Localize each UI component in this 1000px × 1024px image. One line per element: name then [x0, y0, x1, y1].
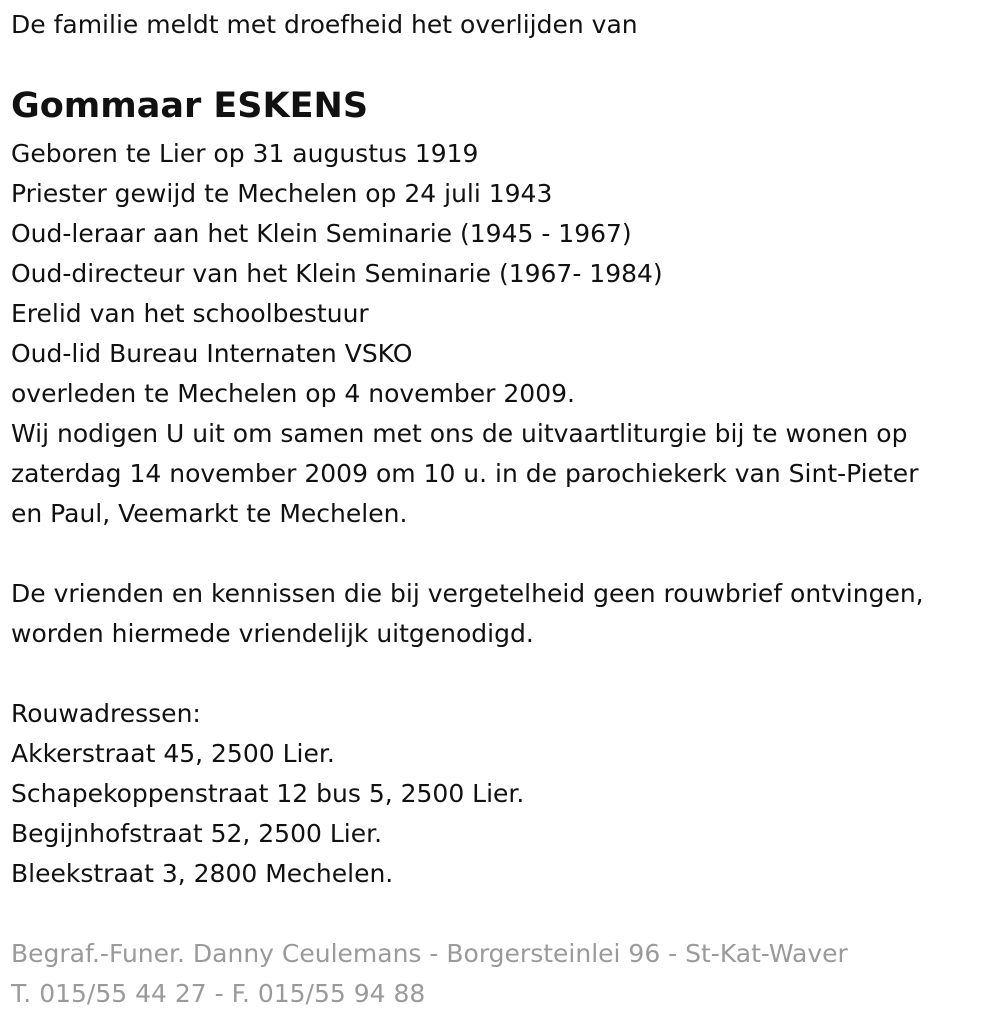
- bio-line-director: Oud-directeur van het Klein Seminarie (1967- 1984): [11, 259, 663, 288]
- bio-line-honorary-member: Erelid van het schoolbestuur: [11, 299, 369, 328]
- address-item: Bleekstraat 3, 2800 Mechelen.: [11, 859, 394, 888]
- funeral-director-contact: T. 015/55 44 27 - F. 015/55 94 88: [11, 979, 426, 1008]
- bio-line-birth: Geboren te Lier op 31 augustus 1919: [11, 139, 479, 168]
- invitation-line-1: Wij nodigen U uit om samen met ons de uitvaartliturgie bij te wonen op: [11, 419, 908, 448]
- intro-text: De familie meldt met droefheid het overlijden van: [11, 10, 638, 39]
- bio-line-death: overleden te Mechelen op 4 november 2009.: [11, 379, 575, 408]
- friends-note-line-1: De vrienden en kennissen die bij vergetelheid geen rouwbrief ontvingen,: [11, 579, 924, 608]
- invitation-line-2: zaterdag 14 november 2009 om 10 u. in de parochiekerk van Sint-Pieter: [11, 459, 919, 488]
- bio-line-ordination: Priester gewijd te Mechelen op 24 juli 1943: [11, 179, 553, 208]
- address-item: Schapekoppenstraat 12 bus 5, 2500 Lier.: [11, 779, 525, 808]
- address-item: Akkerstraat 45, 2500 Lier.: [11, 739, 335, 768]
- bio-line-teacher: Oud-leraar aan het Klein Seminarie (1945 - 1967): [11, 219, 632, 248]
- bio-line-bureau: Oud-lid Bureau Internaten VSKO: [11, 339, 413, 368]
- funeral-director-info: Begraf.-Funer. Danny Ceulemans - Borgersteinlei 96 - St-Kat-Waver: [11, 939, 848, 968]
- addresses-heading: Rouwadressen:: [11, 699, 201, 728]
- friends-note-line-2: worden hiermede vriendelijk uitgenodigd.: [11, 619, 534, 648]
- invitation-line-3: en Paul, Veemarkt te Mechelen.: [11, 499, 408, 528]
- deceased-name: Gommaar ESKENS: [11, 86, 369, 126]
- address-item: Begijnhofstraat 52, 2500 Lier.: [11, 819, 383, 848]
